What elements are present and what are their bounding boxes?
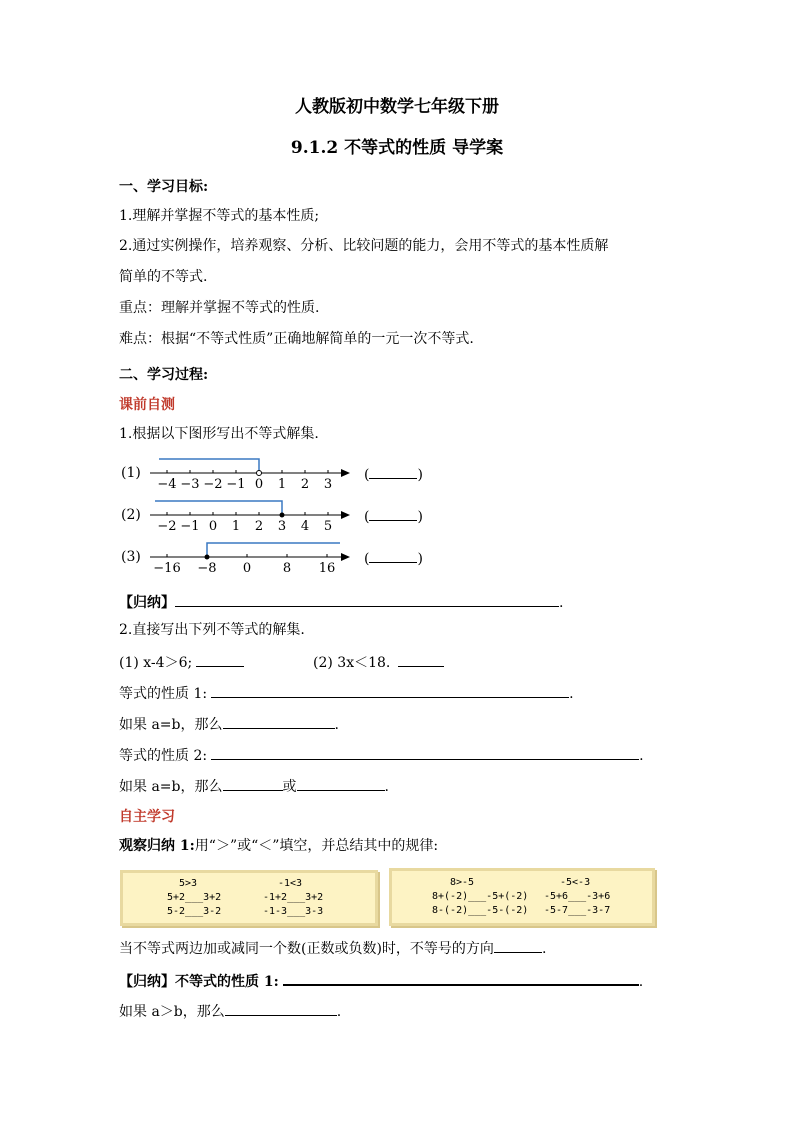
- eq-prop-1-if-blank[interactable]: [223, 714, 335, 729]
- tick-label: −1: [226, 477, 246, 492]
- self-study-title: 自主学习: [119, 809, 175, 825]
- box-left-cell: 5+2___3+2: [167, 892, 222, 903]
- page-title: 人教版初中数学七年级下册: [295, 97, 499, 117]
- rule-line: 当不等式两边加或减同一个数(正数或负数)时，不等号的方向 .: [119, 938, 546, 958]
- box-right-cell: -5+6___-3+6: [544, 891, 611, 902]
- summary-2: 【归纳】不等式的性质 1: .: [119, 970, 643, 991]
- last-if: 如果 a＞b，那么 .: [119, 1001, 341, 1021]
- tick-label: −16: [153, 561, 181, 576]
- number-line-2-label: (2): [121, 507, 141, 523]
- last-if-text: 如果 a＞b，那么: [119, 1004, 225, 1020]
- or-text: 或: [282, 779, 297, 795]
- difficulty: 难点：根据“不等式性质”正确地解简单的一元一次不等式.: [119, 331, 474, 347]
- eq-prop-2-if: 如果 a=b，那么 或 .: [119, 776, 389, 796]
- question-2b: [313, 652, 444, 672]
- tick-label: 5: [323, 519, 333, 534]
- eq-prop-2-if-blank-a[interactable]: [223, 776, 283, 791]
- section-heading-goals: 一、学习目标:: [119, 179, 209, 195]
- number-line-1-label: (1): [121, 465, 141, 481]
- summary-1: 【归纳】 .: [119, 592, 563, 612]
- goal-1: 1.理解并掌握不等式的基本性质;: [119, 208, 320, 224]
- box-right-cell: -5-7___-3-7: [544, 905, 611, 916]
- goal-2-line1: 2.通过实例操作，培养观察、分析、比较问题的能力，会用不等式的基本性质解: [119, 238, 609, 254]
- eq-prop-1-if-text: 如果 a=b，那么: [119, 717, 223, 733]
- box-left-cell: -1+2___3+2: [263, 892, 324, 903]
- tick-label: 1: [231, 519, 241, 534]
- question-2b-blank[interactable]: [398, 652, 444, 667]
- tick-label: 2: [254, 519, 264, 534]
- last-if-blank[interactable]: [225, 1001, 337, 1016]
- box-left-cell: -1<3: [278, 878, 303, 889]
- tick-label: −3: [180, 477, 200, 492]
- tick-label: 1: [277, 477, 287, 492]
- tick-label: 0: [254, 477, 264, 492]
- key-point: 重点：理解并掌握不等式的性质.: [119, 300, 320, 316]
- goal-2-line2: 简单的不等式.: [119, 269, 208, 285]
- box-right-cell: -5<-3: [560, 877, 591, 888]
- answer-blank-1[interactable]: ( ): [364, 464, 423, 483]
- tick-label: 2: [300, 477, 310, 492]
- eq-prop-1-blank[interactable]: [211, 683, 569, 698]
- observe-text: 用“＞”或“＜”填空，并总结其中的规律:: [194, 838, 439, 854]
- box-right-cell: 8+(-2)___-5+(-2): [432, 891, 529, 902]
- question-2a-blank[interactable]: [196, 652, 244, 667]
- observe-bold: 观察归纳 1:: [119, 838, 195, 854]
- summary-2-label: 【归纳】不等式的性质 1:: [119, 974, 279, 990]
- question-2a-text: (1) x-4＞6;: [119, 655, 193, 671]
- rule-text: 当不等式两边加或减同一个数(正数或负数)时，不等号的方向: [119, 941, 494, 957]
- eq-prop-1: 等式的性质 1: .: [119, 683, 574, 703]
- eq-prop-2-label: 等式的性质 2:: [119, 748, 208, 764]
- tick-label: −2: [203, 477, 223, 492]
- tick-label: 0: [208, 519, 218, 534]
- answer-blank-3[interactable]: ( ): [364, 548, 423, 567]
- pre-test-title: 课前自测: [119, 397, 175, 413]
- answer-blank-2[interactable]: ( ): [364, 506, 423, 525]
- tick-label: 8: [282, 561, 292, 576]
- box-right-cell: 8-(-2)___-5-(-2): [432, 905, 529, 916]
- number-line-1: [145, 450, 355, 492]
- tick-label: 16: [318, 561, 336, 576]
- eq-prop-1-label: 等式的性质 1:: [119, 686, 208, 702]
- box-left-cell: -1-3___3-3: [263, 906, 324, 917]
- eq-prop-2-blank[interactable]: [211, 745, 639, 760]
- observe-line: [119, 837, 438, 855]
- exercise-box-left: [120, 870, 378, 926]
- eq-prop-2-if-blank-b[interactable]: [297, 776, 385, 791]
- rule-blank[interactable]: [494, 938, 542, 953]
- tick-label: −4: [157, 477, 177, 492]
- question-2: 2.直接写出下列不等式的解集.: [119, 622, 305, 638]
- number-line-3-label: (3): [121, 549, 141, 565]
- summary-2-blank[interactable]: [283, 970, 639, 986]
- box-right-cell: 8>-5: [450, 877, 475, 888]
- tick-label: −1: [180, 519, 200, 534]
- tick-label: 3: [277, 519, 287, 534]
- question-2a: [119, 652, 244, 672]
- number-line-2: [145, 492, 355, 534]
- box-left-cell: 5-2___3-2: [167, 906, 222, 917]
- tick-label: −2: [157, 519, 177, 534]
- eq-prop-1-if: 如果 a=b，那么 .: [119, 714, 339, 734]
- tick-label: 4: [300, 519, 310, 534]
- page-subtitle: 9.1.2 不等式的性质 导学案: [290, 138, 504, 158]
- eq-prop-2-if-text: 如果 a=b，那么: [119, 779, 223, 795]
- box-left-cell: 5>3: [179, 878, 198, 889]
- tick-label: 3: [323, 477, 333, 492]
- eq-prop-2: 等式的性质 2: .: [119, 745, 644, 765]
- exercise-box-right: [389, 868, 655, 926]
- tick-label: −8: [197, 561, 217, 576]
- number-line-3: [145, 534, 355, 576]
- section-heading-process: 二、学习过程:: [119, 367, 209, 383]
- summary-1-label: 【归纳】: [119, 595, 175, 611]
- summary-1-blank[interactable]: [175, 592, 559, 607]
- question-2b-text: (2) 3x＜18.: [313, 655, 391, 671]
- tick-label: 0: [242, 561, 252, 576]
- question-1: 1.根据以下图形写出不等式解集.: [119, 426, 319, 442]
